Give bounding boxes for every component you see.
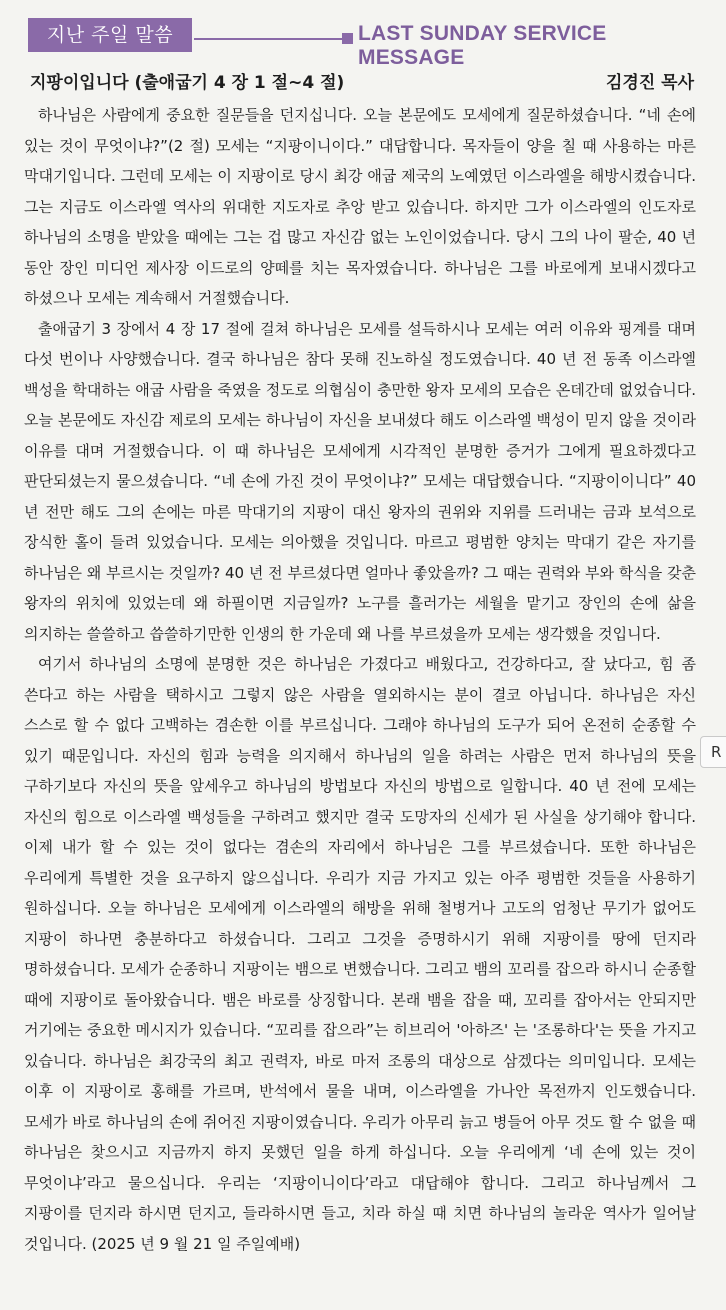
sermon-body [24,100,696,1259]
sermon-title: 지팡이입니다 (출애굽기 4 장 1 절~4 절) [30,73,345,93]
paragraph-1: 하나님은 사람에게 중요한 질문들을 던지십니다. 오늘 본문에도 모세에게 질문하셨습니다. “네 손에 있는 것이 무엇이냐?”(2 절) 모세는 “지팡이니이다.” 대답합니다. 목자들이 양을 칠 때 사용하는 마른 막대기입니다. 그런데 모세는 이 지팡이로 당시 최강 애굽 제국의 노예였던 이스라엘을 해방시켰습니다. 그는 지금도 이스라엘 역사의 위대한 지도자로 추앙 받고 있습니다. 하지만 그가 이스라엘의 인도자로 하나님의 소명을 받았을 때에는 그는 겁 많고 자신감 없는 노인이었습니다. 당시 그의 나이 팔순, 40 년 동안 장인 미디언 제사장 이드로의 양떼를 치는 목자였습니다. 하나님은 그를 바로에게 보내시겠다고 하셨으나 모세는 계속해서 거절했습니다. [24,106,696,307]
paragraph-3: 여기서 하나님의 소명에 분명한 것은 하나님은 가졌다고 배웠다고, 건강하다고, 잘 났다고, 힘 좀 쓴다고 하는 사람을 택하시고 그렇지 않은 사람을 열외하시는 분이 결코 아닙니다. 하나님은 자신 스스로 할 수 없다 고백하는 겸손한 이를 부르십니다. 그래야 하나님의 도구가 되어 온전히 순종할 수 있기 때문입니다. 자신의 힘과 능력을 의지해서 하나님의 일을 하려는 사람은 먼저 하나님의 뜻을 구하기보다 자신의 뜻을 앞세우고 하나님의 방법보다 자신의 방법으로 일합니다. 40 년 전에 모세는 자신의 힘으로 이스라엘 백성들을 구하려고 했지만 결국 도망자의 신세가 된 사실을 상기해야 합니다. 이제 내가 할 수 있는 것이 없다는 겸손의 자리에서 하나님은 그를 부르셨습니다. 또한 하나님은 우리에게 특별한 것을 요구하지 않으십니다. 우리가 지금 가지고 있는 아주 평범한 것들을 사용하기 원하십니다. 오늘 하나님은 모세에게 이스라엘의 해방을 위해 철병거나 고도의 엄청난 무기가 없어도 지팡이 하나면 충분하다고 하셨습니다. 그리고 그것을 증명하시기 위해 지팡이를 땅에 던지라 명하셨습니다. 모세가 순종하니 지팡이는 뱀으로 변했습니다. 그리고 뱀의 꼬리를 잡으라 하시니 순종할 때에 지팡이로 돌아왔습니다. 뱀은 바로를 상징합니다. 본래 뱀을 잡을 때, 꼬리를 잡아서는 안되지만 거기에는 중요한 메시지가 있습니다. “꼬리를 잡으라”는 히브리어 '아하즈' 는 '조롱하다'는 뜻을 가지고 있습니다. 하나님은 최강국의 최고 권력자, 바로 마저 조롱의 대상으로 삼겠다는 의미입니다. 모세는 이후 이 지팡이로 홍해를 가르며, 반석에서 물을 내며, 이스라엘을 가나안 목전까지 인도했습니다. 모세가 바로 하나님의 손에 쥐어진 지팡이였습니다. 우리가 아무리 늙고 병들어 아무 것도 할 수 없을 때 하나님은 찾으시고 지금까지 하지 못했던 일을 하게 하십니다. 오늘 우리에게 ‘네 손에 있는 것이 무엇이냐’라고 물으십니다. 우리는 ‘지팡이니이다’라고 대답해야 합니다. 그리고 하나님께서 그 지팡이를 던지라 하시면 던지고, 들라하시면 들고, 치라 하실 때 치면 하나님의 놀라운 역사가 일어날 것입니다. (2025 년 9 월 21 일 주일예배) [24,655,696,1253]
section-tag: 지난 주일 말씀 [28,18,192,52]
sermon-title-row [30,68,694,94]
paragraph-2: 출애굽기 3 장에서 4 장 17 절에 걸쳐 하나님은 모세를 설득하시나 모세는 여러 이유와 핑계를 대며 다섯 번이나 사양했습니다. 결국 하나님은 참다 못해 진노하실 정도였습니다. 40 년 전 동족 이스라엘 백성을 학대하는 애굽 사람을 죽였을 정도로 의협심이 충만한 왕자 모세의 모습은 온데간데 없었습니다. 오늘 본문에도 자신감 제로의 모세는 하나님이 자신을 보내셨다 해도 이스라엘 백성이 믿지 않을 것이라 이유를 대며 거절했습니다. 이 때 하나님은 모세에게 시각적인 분명한 증거가 그에게 필요하겠다고 판단되셨는지 물으셨습니다. “네 손에 가진 것이 무엇이냐?” 모세는 대답했습니다. “지팡이이니다” 40 년 전만 해도 그의 손에는 마른 막대기의 지팡이 대신 왕자의 권위와 지위를 드러내는 금과 보석으로 장식한 홀이 들려 있었습니다. 모세는 의아했을 것입니다. 마르고 평범한 양치는 막대기 같은 자기를 하나님은 왜 부르시는 것일까? 40 년 전 부르셨다면 얼마나 좋았을까? 그 때는 권력와 부와 학식을 갖춘 왕자의 위치에 있었는데 왜 하필이면 지금일까? 노구를 흘러가는 세월을 맡기고 장인의 손에 삶을 의지하는 쓸쓸하고 씁쓸하기만한 인생의 한 가운데 왜 나를 부르셨을까 모세는 생각했을 것입니다. [24,319,696,643]
header-rule [194,38,344,40]
sermon-author: 김경진 목사 [605,73,694,93]
section-header [28,18,704,69]
header-square-marker [342,33,353,44]
section-english-title: LAST SUNDAY SERVICE MESSAGE [358,22,607,69]
margin-tab-fragment: R [700,736,726,768]
